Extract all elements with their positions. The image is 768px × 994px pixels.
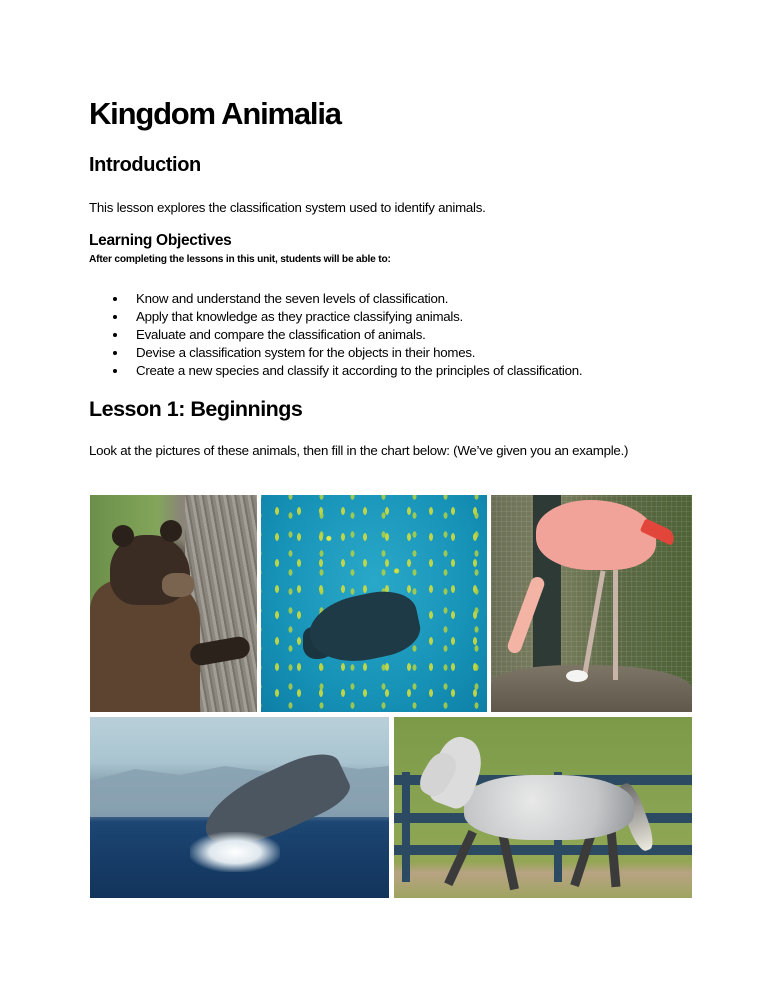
horse-photo bbox=[394, 717, 692, 898]
flamingo-egg bbox=[566, 670, 588, 682]
introduction-text: This lesson explores the classification system used to identify animals. bbox=[89, 200, 486, 215]
fence-post bbox=[402, 772, 410, 882]
objective-text: Devise a classification system for the objects in their homes. bbox=[136, 345, 476, 360]
nest-mound bbox=[491, 665, 692, 712]
horse-leg bbox=[444, 830, 477, 886]
horse-body bbox=[464, 775, 634, 840]
bear-snout bbox=[162, 573, 194, 597]
lesson-1-instructions: Look at the pictures of these animals, then fill in the chart below: (We’ve given you an example.) bbox=[89, 443, 629, 458]
bullet-icon bbox=[113, 333, 117, 337]
fish-photo bbox=[261, 495, 487, 712]
bullet-icon bbox=[113, 369, 117, 373]
objective-text: Create a new species and classify it according to the principles of classification. bbox=[136, 363, 583, 378]
introduction-heading: Introduction bbox=[89, 154, 201, 176]
lesson-1-heading: Lesson 1: Beginnings bbox=[89, 397, 303, 421]
water-splash bbox=[190, 832, 280, 872]
learning-objectives-heading: Learning Objectives bbox=[89, 232, 232, 249]
objective-item bbox=[113, 326, 582, 344]
objective-item bbox=[113, 344, 582, 362]
bear-ear bbox=[160, 520, 182, 542]
objective-text: Know and understand the seven levels of classification. bbox=[136, 291, 449, 306]
page-title: Kingdom Animalia bbox=[89, 96, 341, 131]
whale-photo bbox=[90, 717, 389, 898]
objective-item bbox=[113, 362, 582, 380]
objective-item bbox=[113, 290, 582, 308]
horse-leg bbox=[606, 829, 620, 888]
bullet-icon bbox=[113, 297, 117, 301]
flamingo-leg bbox=[613, 570, 618, 680]
bullet-icon bbox=[113, 315, 117, 319]
bear-ear bbox=[112, 525, 134, 547]
bullet-icon bbox=[113, 351, 117, 355]
flamingo-photo bbox=[491, 495, 692, 712]
bear-photo bbox=[90, 495, 257, 712]
objective-text: Apply that knowledge as they practice classifying animals. bbox=[136, 309, 463, 324]
objective-text: Evaluate and compare the classification of animals. bbox=[136, 327, 426, 342]
objective-item bbox=[113, 308, 582, 326]
learning-objectives-subheading: After completing the lessons in this unit, students will be able to: bbox=[89, 254, 391, 265]
flamingo-body bbox=[536, 500, 656, 570]
horse-leg bbox=[498, 832, 519, 891]
objectives-list bbox=[113, 290, 582, 380]
flamingo-leg bbox=[581, 570, 605, 679]
